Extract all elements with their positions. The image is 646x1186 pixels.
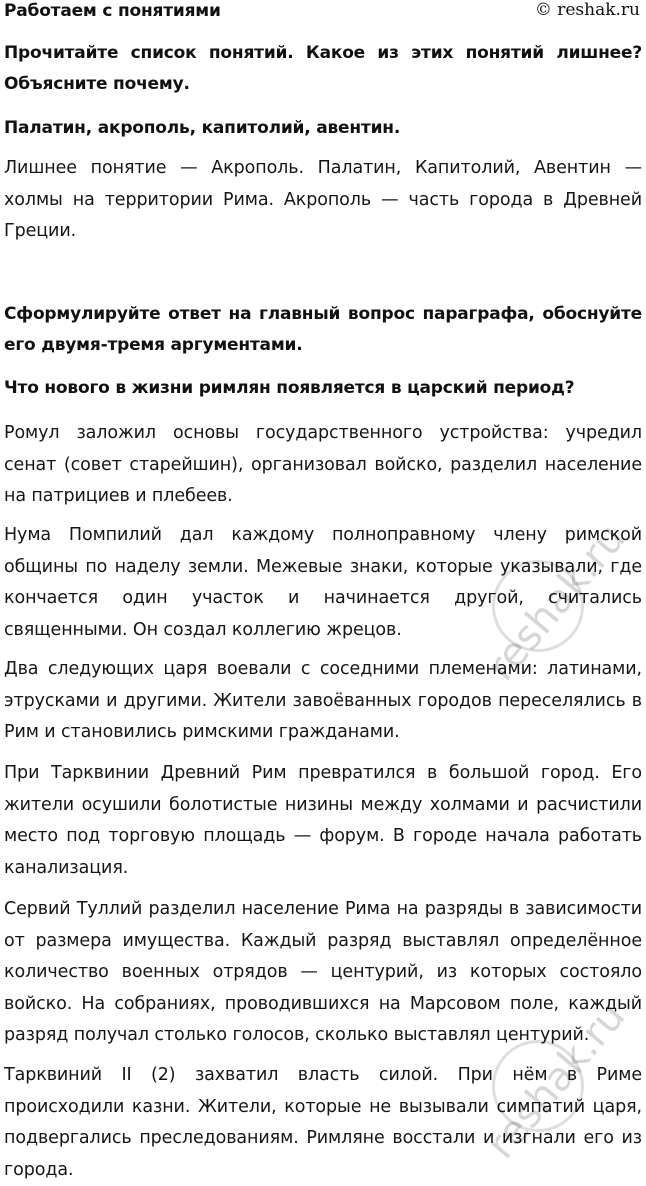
watermark-text: reshak.ru bbox=[478, 993, 635, 1168]
paragraph-tarquinius: При Тарквинии Древний Рим превратился в большой город. Его жители осушили болотистые низины между холмами и расчистили место под торговую площадь — форум. В городе начала работать канализация. bbox=[4, 763, 642, 878]
header bbox=[4, 0, 642, 24]
question-2: Что нового в жизни римлян появляется в царский период? bbox=[4, 378, 575, 398]
task-heading: Сформулируйте ответ на главный вопрос параграфа, обоснуйте его двумя-тремя аргументами. bbox=[4, 304, 642, 355]
paragraph-numa: Нума Помпилий дал каждому полноправному члену римской общины по наделу земли. Межевые знаки, которые указывали, где кончается один участок и начинается другой, считались священными. Он создал коллегию жрецов. bbox=[4, 525, 642, 640]
paragraph-two-kings: Два следующих царя воевали с соседними племенами: латинами, этрусками и другими. Жители завоёванных городов переселялись в Рим и становились римскими гражданами. bbox=[4, 659, 642, 742]
copyright-label: © reshak.ru bbox=[534, 0, 640, 20]
paragraph-tarquinius-ii: Тарквиний II (2) захватил власть силой. При нём в Риме происходили казни. Жители, которые не вызывали симпатий царя, подвергались преследованиям. Римляне восстали и изгнали его из города. bbox=[4, 1065, 642, 1180]
question-1: Прочитайте список понятий. Какое из этих понятий лишнее? Объясните почему. bbox=[4, 43, 642, 94]
watermark-text: reshak.ru bbox=[478, 515, 635, 690]
paragraph-servius: Сервий Туллий разделил население Рима на разряды в зависимости от размера имущества. Каждый разряд выставлял определённое количество военных отрядов — центурий, из которых состояло войско. На собраниях, проводившихся на Марсовом поле, каждый разряд получал столько голосов, сколько выставлял центурий. bbox=[4, 899, 642, 1045]
section-heading: Работаем с понятиями bbox=[4, 1, 221, 21]
answer-1: Лишнее понятие — Акрополь. Палатин, Капитолий, Авентин — холмы на территории Рима. Акрополь — часть города в Древней Греции. bbox=[4, 158, 642, 241]
terms-list: Палатин, акрополь, капитолий, авентин. bbox=[4, 118, 401, 138]
paragraph-romulus: Ромул заложил основы государственного устройства: учредил сенат (совет старейшин), организовал войско, разделил население на патрициев и плебеев. bbox=[4, 423, 642, 506]
